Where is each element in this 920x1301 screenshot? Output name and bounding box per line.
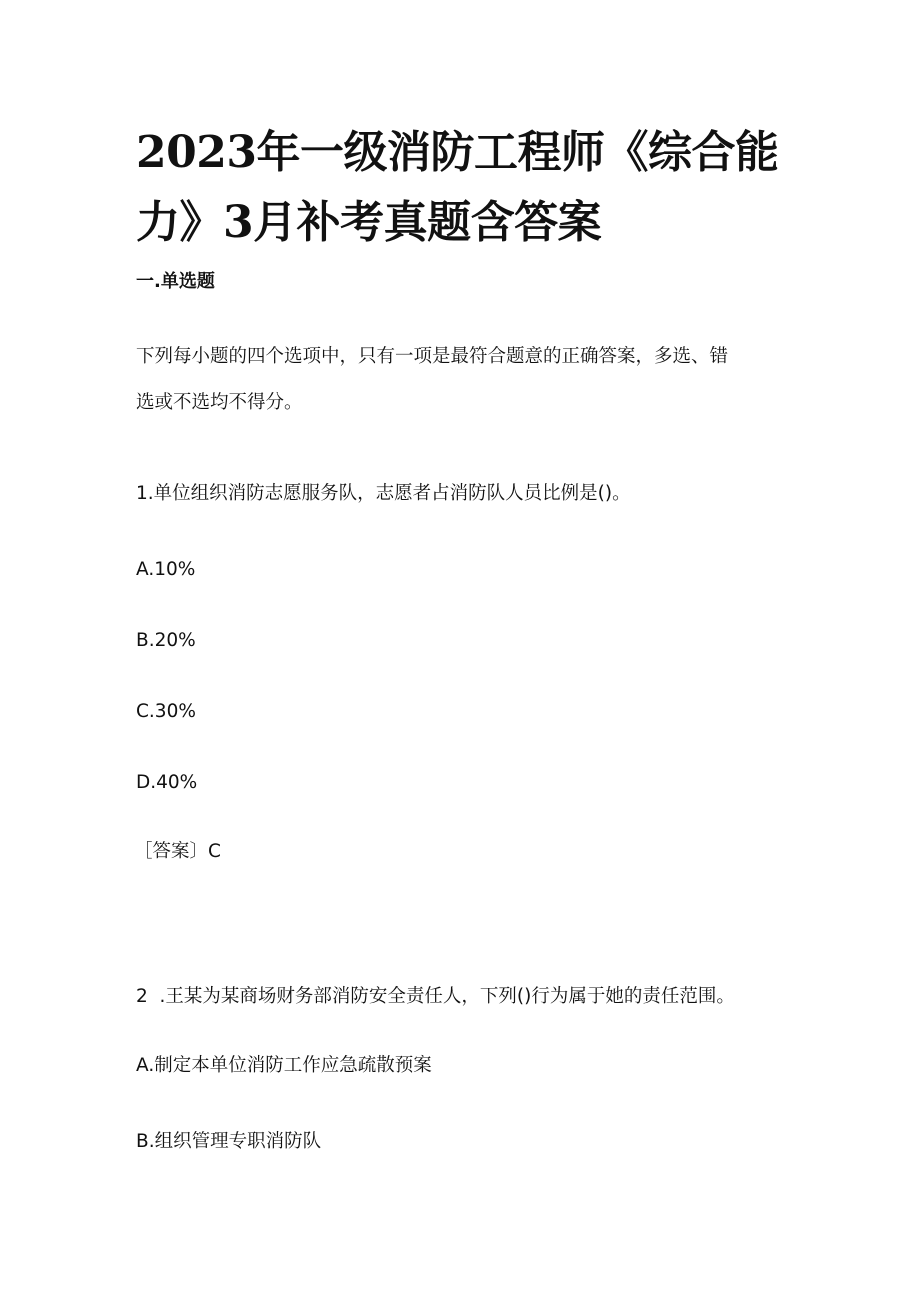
instructions <box>136 334 796 426</box>
question-1-option-b: B.20% <box>136 630 196 651</box>
question-1-answer: ［答案〕C <box>134 841 221 862</box>
question-1-option-d: D.40% <box>136 772 198 793</box>
title-line-1: 2023年一级消防工程师《综合能 <box>136 127 779 178</box>
question-1-stem: 1.单位组织消防志愿服务队，志愿者占消防队人员比例是()。 <box>136 483 631 504</box>
question-1-option-c: C.30% <box>136 701 196 722</box>
question-2-option-a: A.制定本单位消防工作应急疏散预案 <box>136 1055 432 1076</box>
document-title <box>136 118 779 258</box>
instructions-line-1: 下列每小题的四个选项中，只有一项是最符合题意的正确答案，多选、错 <box>136 346 729 367</box>
instructions-line-2: 选或不选均不得分。 <box>136 392 303 413</box>
title-line-2: 力》3月补考真题含答案 <box>136 197 602 248</box>
question-1-option-a: A.10% <box>136 559 196 580</box>
question-2-option-b: B.组织管理专职消防队 <box>136 1131 322 1152</box>
section-heading: 一.单选题 <box>136 271 215 292</box>
question-2-stem: 2 .王某为某商场财务部消防安全责任人，下列()行为属于她的责任范围。 <box>136 986 735 1007</box>
